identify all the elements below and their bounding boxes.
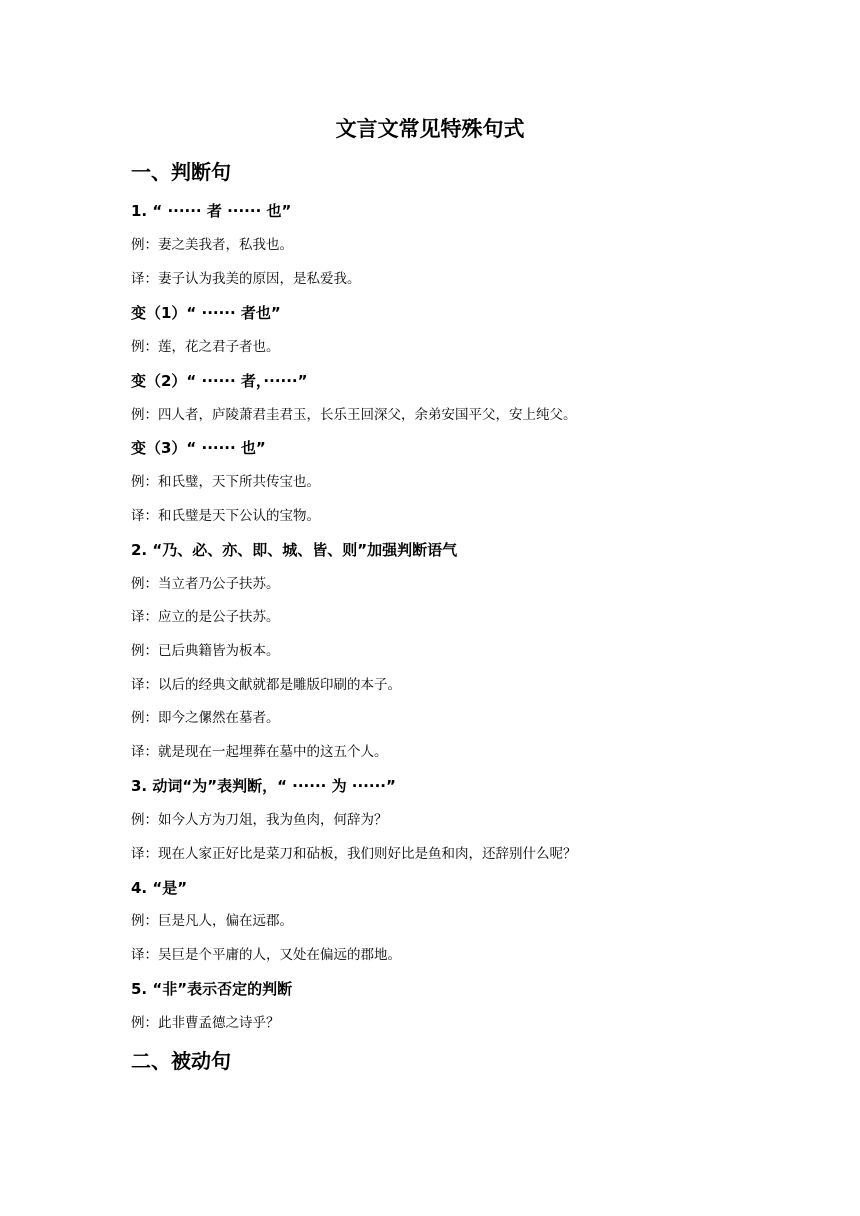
subheading-5: 5. “非”表示否定的判断 [131, 980, 293, 998]
translation-line: 译：应立的是公子扶苏。 [131, 609, 280, 625]
subheading-variant-3: 变（3）“ ······ 也” [131, 439, 266, 457]
translation-line: 译：以后的经典文献就都是雕版印刷的本子。 [131, 677, 401, 693]
subheading-variant-1: 变（1）“ ······ 者也” [131, 304, 281, 322]
section-heading-judgment: 一、判断句 [131, 160, 231, 184]
example-line: 例：巨是凡人，偏在远郡。 [131, 913, 293, 929]
example-line: 例：四人者，庐陵萧君圭君玉，长乐王回深父，余弟安国平父，安上纯父。 [131, 407, 577, 423]
subheading-4: 4. “是” [131, 879, 188, 897]
example-line: 例：如今人方为刀俎，我为鱼肉，何辞为？ [131, 812, 388, 828]
example-line: 例：已后典籍皆为板本。 [131, 643, 280, 659]
translation-line: 译：妻子认为我美的原因，是私爱我。 [131, 271, 361, 287]
translation-line: 译：吴巨是个平庸的人，又处在偏远的郡地。 [131, 947, 401, 963]
example-line: 例：此非曹孟德之诗乎？ [131, 1015, 280, 1031]
section-heading-passive: 二、被动句 [131, 1049, 231, 1073]
example-line: 例：即今之傫然在墓者。 [131, 710, 280, 726]
example-line: 例：当立者乃公子扶苏。 [131, 576, 280, 592]
translation-line: 译：和氏璧是天下公认的宝物。 [131, 508, 320, 524]
example-line: 例：妻之美我者，私我也。 [131, 237, 293, 253]
subheading-3: 3. 动词“为”表判断，“ ······ 为 ······” [131, 777, 396, 795]
example-line: 例：和氏璧，天下所共传宝也。 [131, 474, 320, 490]
subheading-variant-2: 变（2）“ ······ 者，······” [131, 372, 308, 390]
example-line: 例：莲，花之君子者也。 [131, 339, 280, 355]
document-title: 文言文常见特殊句式 [335, 117, 525, 141]
translation-line: 译：现在人家正好比是菜刀和砧板，我们则好比是鱼和肉，还辞别什么呢？ [131, 846, 577, 862]
subheading-1: 1. “ ······ 者 ······ 也” [131, 202, 292, 220]
translation-line: 译：就是现在一起埋葬在墓中的这五个人。 [131, 744, 388, 760]
subheading-2: 2. “乃、必、亦、即、城、皆、则”加强判断语气 [131, 541, 458, 559]
